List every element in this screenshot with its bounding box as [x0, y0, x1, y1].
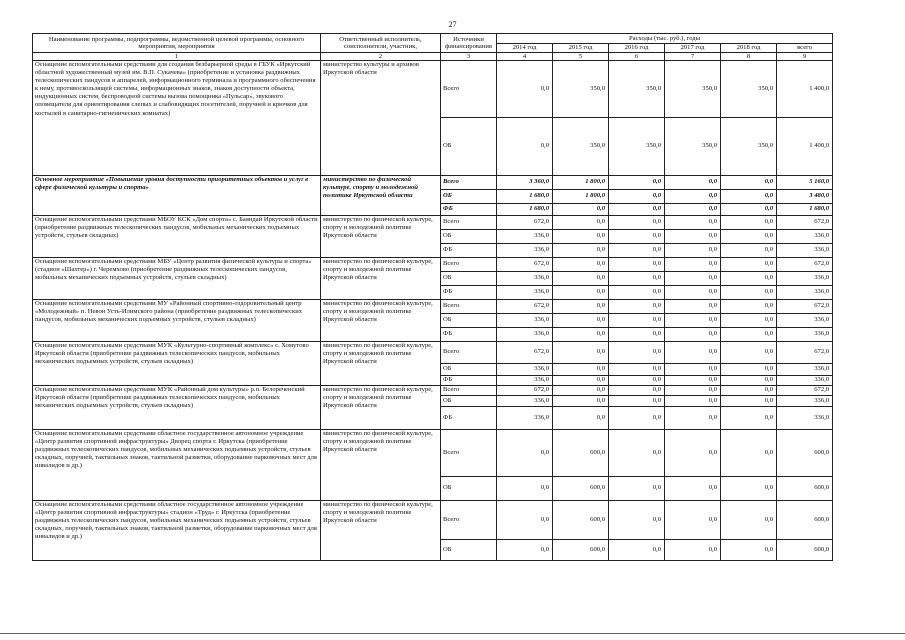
year-amount: 0,0	[609, 230, 665, 244]
year-amount: 0,0	[665, 314, 721, 328]
year-amount: 350,0	[665, 118, 721, 176]
total-amount: 336,0	[777, 230, 833, 244]
column-index: 8	[721, 53, 777, 61]
activity-name: Оснащение вспомогательными средствами МУК «Районный дом культуры» р.п. Белореченский Иркутской области (приобретение раздвижных телескопических пандусов, мобильных механических подъемных устройств, стульев складных)	[33, 386, 321, 430]
column-index: 6	[609, 53, 665, 61]
year-amount: 0,0	[609, 328, 665, 342]
year-amount: 0,0	[609, 314, 665, 328]
year-amount: 672,0	[497, 386, 553, 396]
year-amount: 0,0	[553, 376, 609, 386]
year-amount: 0,0	[665, 407, 721, 430]
year-amount: 0,0	[721, 244, 777, 258]
funding-source: Всего	[441, 430, 497, 477]
year-amount: 0,0	[553, 286, 609, 300]
year-amount: 0,0	[609, 477, 665, 501]
funding-source: ОБ	[441, 540, 497, 561]
year-amount: 0,0	[609, 376, 665, 386]
column-index: 9	[777, 53, 833, 61]
table-row	[33, 176, 833, 190]
year-amount: 336,0	[497, 396, 553, 407]
table-row	[33, 216, 833, 230]
year-amount: 0,0	[609, 258, 665, 272]
table-row	[33, 300, 833, 314]
year-amount: 0,0	[721, 272, 777, 286]
year-amount: 0,0	[721, 477, 777, 501]
year-amount: 336,0	[497, 376, 553, 386]
year-amount: 0,0	[665, 190, 721, 204]
year-amount: 0,0	[721, 396, 777, 407]
year-amount: 0,0	[553, 272, 609, 286]
funding-source: Всего	[441, 501, 497, 540]
year-amount: 0,0	[553, 328, 609, 342]
header-year-2016: 2016 год	[609, 44, 665, 53]
year-amount: 0,0	[553, 230, 609, 244]
year-amount: 0,0	[609, 176, 665, 190]
funding-source: Всего	[441, 342, 497, 364]
total-amount: 336,0	[777, 328, 833, 342]
year-amount: 0,0	[553, 407, 609, 430]
total-amount: 336,0	[777, 364, 833, 376]
year-amount: 0,0	[609, 272, 665, 286]
year-amount: 0,0	[721, 407, 777, 430]
year-amount: 350,0	[553, 61, 609, 118]
funding-source: Всего	[441, 300, 497, 314]
header-name: Наименование программы, подпрограммы, ведомственной целевой программы, основного мероприятия, мероприятия	[33, 34, 321, 53]
year-amount: 0,0	[665, 300, 721, 314]
budget-table	[32, 33, 833, 561]
header-total: всего	[777, 44, 833, 53]
year-amount: 0,0	[609, 540, 665, 561]
year-amount: 0,0	[721, 300, 777, 314]
funding-source: ОБ	[441, 396, 497, 407]
year-amount: 0,0	[497, 61, 553, 118]
year-amount: 0,0	[721, 258, 777, 272]
year-amount: 0,0	[553, 386, 609, 396]
total-amount: 672,0	[777, 258, 833, 272]
funding-source: ОБ	[441, 477, 497, 501]
year-amount: 0,0	[553, 342, 609, 364]
year-amount: 3 360,0	[497, 176, 553, 190]
year-amount: 0,0	[609, 300, 665, 314]
column-index: 4	[497, 53, 553, 61]
year-amount: 0,0	[553, 216, 609, 230]
year-amount: 0,0	[497, 430, 553, 477]
year-amount: 1 680,0	[497, 204, 553, 216]
funding-source: ФБ	[441, 286, 497, 300]
year-amount: 336,0	[497, 314, 553, 328]
responsible-executor: министерство по физической культуре, спорту и молодежной политике Иркутской области	[321, 300, 441, 342]
year-amount: 0,0	[721, 364, 777, 376]
year-amount: 0,0	[609, 204, 665, 216]
responsible-executor: министерство по физической культуре, спорту и молодежной политике Иркутской области	[321, 386, 441, 430]
header-source: Источники финансирования	[441, 34, 497, 53]
year-amount: 336,0	[497, 407, 553, 430]
year-amount: 350,0	[609, 118, 665, 176]
year-amount: 600,0	[553, 477, 609, 501]
total-amount: 3 480,0	[777, 190, 833, 204]
total-amount: 672,0	[777, 216, 833, 230]
funding-source: ФБ	[441, 244, 497, 258]
year-amount: 0,0	[665, 540, 721, 561]
year-amount: 0,0	[665, 244, 721, 258]
header-year-2017: 2017 год	[665, 44, 721, 53]
funding-source: ФБ	[441, 328, 497, 342]
year-amount: 0,0	[665, 342, 721, 364]
funding-source: ФБ	[441, 407, 497, 430]
year-amount: 0,0	[721, 230, 777, 244]
year-amount: 0,0	[665, 501, 721, 540]
year-amount: 0,0	[665, 230, 721, 244]
funding-source: Всего	[441, 258, 497, 272]
year-amount: 0,0	[609, 244, 665, 258]
total-amount: 1 400,0	[777, 61, 833, 118]
activity-name: Оснащение вспомогательными средствами областное государственное автономное учреждение «Центр развития спортивной инфраструктуры» Дворец спорта г. Иркутска (приобретение раздвижных телескопических пандусов, мобильных механических подъемных устройств, стульев складных, поручней, тактильных знаков, тактильной разметки, оборудование парковочных мест для инвалидов и др.)	[33, 430, 321, 501]
year-amount: 0,0	[609, 190, 665, 204]
activity-name: Оснащение вспомогательными средствами областное государственное автономное учреждение «Центр развития спортивной инфраструктуры» стадион «Труд» г. Иркутска (приобретение раздвижных телескопических пандусов, мобильных механических подъемных устройств, стульев складных, поручней, тактильных знаков, тактильной разметки, оборудование парковочных мест для инвалидов и др.)	[33, 501, 321, 561]
table-row	[33, 430, 833, 477]
total-amount: 5 160,0	[777, 176, 833, 190]
year-amount: 0,0	[553, 314, 609, 328]
year-amount: 0,0	[721, 216, 777, 230]
year-amount: 0,0	[665, 386, 721, 396]
year-amount: 336,0	[497, 230, 553, 244]
responsible-executor: министерство по физической культуре, спорту и молодежной политике Иркутской области	[321, 258, 441, 300]
total-amount: 336,0	[777, 244, 833, 258]
year-amount: 600,0	[553, 540, 609, 561]
year-amount: 1 680,0	[497, 190, 553, 204]
header-executor: Ответственный исполнитель, соисполнители, участник,	[321, 34, 441, 53]
year-amount: 0,0	[721, 342, 777, 364]
year-amount: 0,0	[497, 501, 553, 540]
responsible-executor: министерство по физической культуре, спорту и молодежной политике Иркутской области	[321, 216, 441, 258]
year-amount: 0,0	[553, 244, 609, 258]
year-amount: 600,0	[553, 430, 609, 477]
year-amount: 0,0	[721, 376, 777, 386]
responsible-executor: министерство культуры и архивов Иркутской области	[321, 61, 441, 176]
year-amount: 350,0	[721, 118, 777, 176]
header-year-2015: 2015 год	[553, 44, 609, 53]
funding-source: Всего	[441, 386, 497, 396]
table-row	[33, 258, 833, 272]
year-amount: 0,0	[665, 430, 721, 477]
year-amount: 672,0	[497, 216, 553, 230]
funding-source: ОБ	[441, 364, 497, 376]
year-amount: 672,0	[497, 300, 553, 314]
year-amount: 672,0	[497, 258, 553, 272]
year-amount: 350,0	[665, 61, 721, 118]
total-amount: 336,0	[777, 314, 833, 328]
year-amount: 0,0	[721, 286, 777, 300]
year-amount: 350,0	[721, 61, 777, 118]
responsible-executor: министерство по физической культуре, спорту и молодежной политике Иркутской области	[321, 342, 441, 386]
year-amount: 0,0	[721, 386, 777, 396]
budget-table-sheet	[32, 33, 832, 561]
year-amount: 1 800,0	[553, 176, 609, 190]
funding-source: ОБ	[441, 230, 497, 244]
page-number: 27	[448, 20, 457, 29]
year-amount: 336,0	[497, 328, 553, 342]
year-amount: 0,0	[721, 328, 777, 342]
funding-source: Всего	[441, 176, 497, 190]
total-amount: 600,0	[777, 430, 833, 477]
year-amount: 0,0	[609, 216, 665, 230]
column-index: 7	[665, 53, 721, 61]
page-bottom-edge	[0, 633, 905, 634]
funding-source: ОБ	[441, 272, 497, 286]
total-amount: 672,0	[777, 386, 833, 396]
header-expenses: Расходы (тыс. руб.), годы	[497, 34, 833, 44]
year-amount: 350,0	[553, 118, 609, 176]
year-amount: 0,0	[665, 477, 721, 501]
responsible-executor: министерство по физической культуре, спорту и молодежной политике Иркутской области	[321, 501, 441, 561]
year-amount: 0,0	[553, 364, 609, 376]
total-amount: 1 680,0	[777, 204, 833, 216]
year-amount: 350,0	[609, 61, 665, 118]
year-amount: 0,0	[721, 314, 777, 328]
activity-name: Оснащение вспомогательными средствами МБОУ КСК «Дом спорта» с. Баяндай Иркутской области (приобретение раздвижных телескопических пандусов, мобильных механических подъемных устройств, стульев складных)	[33, 216, 321, 258]
year-amount: 0,0	[609, 386, 665, 396]
year-amount: 0,0	[553, 396, 609, 407]
year-amount: 0,0	[497, 540, 553, 561]
year-amount: 0,0	[609, 396, 665, 407]
year-amount: 0,0	[721, 430, 777, 477]
activity-name: Основное мероприятие «Повышение уровня доступности приоритетных объектов и услуг в сфере физической культуры и спорта»	[33, 176, 321, 216]
total-amount: 672,0	[777, 300, 833, 314]
total-amount: 600,0	[777, 477, 833, 501]
year-amount: 0,0	[665, 258, 721, 272]
responsible-executor: министерство по физической культуре, спорту и молодежной политике Иркутской области	[321, 176, 441, 216]
total-amount: 336,0	[777, 286, 833, 300]
funding-source: ОБ	[441, 118, 497, 176]
year-amount: 0,0	[721, 540, 777, 561]
total-amount: 600,0	[777, 501, 833, 540]
header-year-2014: 2014 год	[497, 44, 553, 53]
total-amount: 336,0	[777, 396, 833, 407]
table-row	[33, 61, 833, 118]
year-amount: 0,0	[553, 258, 609, 272]
activity-name: Оснащение вспомогательными средствами МУК «Культурно-спортивный комплекс» с. Хомутово Иркутской области (приобретение раздвижных телескопических пандусов, мобильных механических подъемных устройств, стульев складных)	[33, 342, 321, 386]
year-amount: 0,0	[665, 286, 721, 300]
year-amount: 0,0	[721, 190, 777, 204]
year-amount: 600,0	[553, 501, 609, 540]
responsible-executor: министерство по физической культуре, спорту и молодежной политике Иркутской области	[321, 430, 441, 501]
year-amount: 1 800,0	[553, 190, 609, 204]
year-amount: 0,0	[497, 477, 553, 501]
year-amount: 0,0	[609, 501, 665, 540]
total-amount: 336,0	[777, 407, 833, 430]
total-amount: 1 400,0	[777, 118, 833, 176]
activity-name: Оснащение вспомогательными средствами МБУ «Центр развития физической культуры и спорта» (стадион «Шахтер») г. Черемхово (приобретение раздвижных телескопических пандусов, мобильных механических подъемных устройств, стульев складных)	[33, 258, 321, 300]
year-amount: 336,0	[497, 364, 553, 376]
column-index: 5	[553, 53, 609, 61]
year-amount: 0,0	[721, 204, 777, 216]
total-amount: 336,0	[777, 272, 833, 286]
year-amount: 0,0	[665, 376, 721, 386]
year-amount: 0,0	[609, 407, 665, 430]
table-row	[33, 386, 833, 396]
year-amount: 0,0	[553, 204, 609, 216]
year-amount: 336,0	[497, 286, 553, 300]
column-index: 2	[321, 53, 441, 61]
funding-source: Всего	[441, 61, 497, 118]
year-amount: 0,0	[609, 364, 665, 376]
year-amount: 0,0	[665, 328, 721, 342]
year-amount: 0,0	[665, 272, 721, 286]
funding-source: ФБ	[441, 376, 497, 386]
header-year-2018: 2018 год	[721, 44, 777, 53]
table-body	[33, 61, 833, 561]
column-index: 1	[33, 53, 321, 61]
year-amount: 0,0	[609, 430, 665, 477]
year-amount: 0,0	[665, 204, 721, 216]
year-amount: 0,0	[665, 216, 721, 230]
total-amount: 336,0	[777, 376, 833, 386]
year-amount: 0,0	[609, 342, 665, 364]
table-row	[33, 342, 833, 364]
year-amount: 0,0	[665, 364, 721, 376]
funding-source: ОБ	[441, 190, 497, 204]
year-amount: 0,0	[665, 396, 721, 407]
year-amount: 336,0	[497, 244, 553, 258]
total-amount: 600,0	[777, 540, 833, 561]
year-amount: 0,0	[665, 176, 721, 190]
funding-source: ФБ	[441, 204, 497, 216]
year-amount: 0,0	[721, 176, 777, 190]
activity-name: Оснащение вспомогательными средствами для создания безбарьерной среды в ГБУК «Иркутский областной художественный музей им. В.П. Сукачева» (приобретение и установка раздвижных телескопических пандусов и аппарелей, информационного терминала и программного обеспечения к нему, противоскользящей системы, информационных знаков, знаков доступности объекта, индукционных систем, беспроводной системы вызова помощника «Пульсар», звукового оповещателя для ориентирования слепых и слабовидящих посетителей, поручней и крючков для костылей в санитарно-гигиенических комнатах)	[33, 61, 321, 176]
activity-name: Оснащение вспомогательными средствами МУ «Районный спортивно-оздоровительный центр «Молодежный» п. Невон Усть-Илимского района (приобретение раздвижных телескопических пандусов, мобильных механических подъемных устройств, стульев складных)	[33, 300, 321, 342]
year-amount: 672,0	[497, 342, 553, 364]
year-amount: 0,0	[721, 501, 777, 540]
table-row	[33, 501, 833, 540]
funding-source: Всего	[441, 216, 497, 230]
column-index: 3	[441, 53, 497, 61]
total-amount: 672,0	[777, 342, 833, 364]
year-amount: 0,0	[497, 118, 553, 176]
year-amount: 336,0	[497, 272, 553, 286]
year-amount: 0,0	[553, 300, 609, 314]
year-amount: 0,0	[609, 286, 665, 300]
funding-source: ОБ	[441, 314, 497, 328]
